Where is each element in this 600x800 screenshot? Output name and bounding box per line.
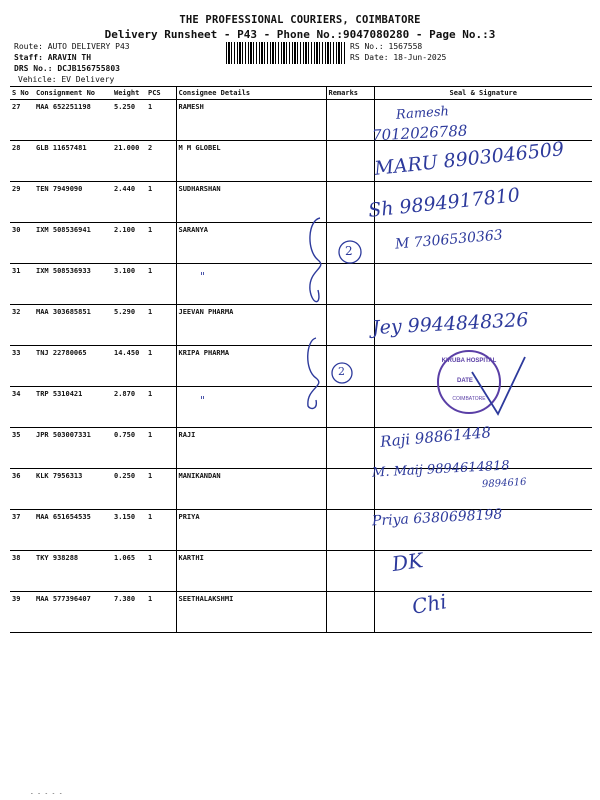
company-title: THE PROFESSIONAL COURIERS, COIMBATORE [179,14,421,26]
cell-consignee: JEEVAN PHARMA [176,305,326,346]
vehicle-label: Vehicle: EV Delivery [18,75,115,84]
cell-weight: 1.065 [112,551,146,592]
signature-32: Jey 9944848326 [371,308,529,340]
stamp-scribble [470,352,530,422]
ditto-mark-34: " [200,394,206,407]
footer-mark: - - - - - [30,790,63,797]
signature-28: MARU 8903046509 [373,138,566,180]
cell-consignment: TNJ 22780065 [34,346,112,387]
signature-37: Priya 6380698198 [371,506,503,530]
cell-signature [374,264,592,305]
cell-sno: 37 [10,510,34,551]
rs-date: RS Date: 18-Jun-2025 [350,53,447,62]
table-row [10,551,592,592]
cell-sno: 32 [10,305,34,346]
cell-consignee: PRIYA [176,510,326,551]
cell-weight: 3.100 [112,264,146,305]
signature-36b: 9894616 [481,476,527,491]
ditto-mark-31: " [200,270,206,283]
cell-pcs: 1 [146,469,176,510]
signature-39: Chi [410,589,449,619]
cell-signature [374,592,592,633]
route-label: Route: AUTO DELIVERY P43 [14,42,130,51]
cell-weight: 2.870 [112,387,146,428]
col-weight: Weight [112,87,146,100]
cell-sno: 35 [10,428,34,469]
cell-sno: 29 [10,182,34,223]
cell-weight: 3.150 [112,510,146,551]
cell-weight: 21.000 [112,141,146,182]
signature-27-name: Ramesh [395,104,450,123]
cell-consignee: SEETHALAKSHMI [176,592,326,633]
cell-remarks [326,141,374,182]
table-row [10,469,592,510]
cell-pcs: 1 [146,223,176,264]
cell-sno: 28 [10,141,34,182]
signature-36a: M. Maij 9894614818 [371,458,510,481]
table-row [10,592,592,633]
cell-consignee: SARANYA [176,223,326,264]
cell-sno: 38 [10,551,34,592]
cell-sno: 36 [10,469,34,510]
stamp-bottom-text: COIMBATORE [452,396,486,402]
staff-label: Staff: ARAVIN TH [14,53,92,62]
signature-35: Raji 98861448 [379,423,492,451]
cell-consignment: TRP 5310421 [34,387,112,428]
barcode [226,42,346,64]
cell-consignee: KRIPA PHARMA [176,346,326,387]
cell-pcs: 2 [146,141,176,182]
cell-weight: 5.250 [112,100,146,141]
cell-weight: 14.450 [112,346,146,387]
cell-consignment: JPR 503007331 [34,428,112,469]
cell-sno: 39 [10,592,34,633]
cell-weight: 0.750 [112,428,146,469]
cell-consignment: MAA 652251198 [34,100,112,141]
circled-number-33: 2 [338,365,345,378]
cell-sno: 30 [10,223,34,264]
cell-remarks [326,428,374,469]
cell-weight: 0.250 [112,469,146,510]
runsheet-subtitle: Delivery Runsheet - P43 - Phone No.:9047080280 - Page No.:3 [104,28,496,41]
drs-number: DRS No.: DCJB156755803 [14,64,120,73]
cell-consignee: MANIKANDAN [176,469,326,510]
cell-pcs: 1 [146,346,176,387]
cell-pcs: 1 [146,305,176,346]
cell-consignment: MAA 577396407 [34,592,112,633]
signature-29: Sh 9894917810 [367,184,521,222]
cell-sno: 33 [10,346,34,387]
cell-sno: 34 [10,387,34,428]
cell-pcs: 1 [146,592,176,633]
col-signature: Seal & Signature [374,87,592,100]
cell-remarks [326,100,374,141]
signature-27-phone: 7012026788 [371,121,468,145]
col-consignment: Consignment No [34,87,112,100]
cell-consignment: IXM 508536941 [34,223,112,264]
cell-weight: 5.290 [112,305,146,346]
cell-remarks [326,510,374,551]
rs-number: RS No.: 1567558 [350,42,423,51]
cell-pcs: 1 [146,264,176,305]
col-consignee: Consignee Details [176,87,326,100]
signature-30: M 7306530363 [394,227,504,253]
cell-remarks [326,592,374,633]
cell-consignment: MAA 651654535 [34,510,112,551]
circled-number-30: 2 [345,244,353,258]
cell-consignment: TEN 7949090 [34,182,112,223]
cell-consignee: M M GLOBEL [176,141,326,182]
cell-pcs: 1 [146,551,176,592]
cell-consignment: GLB 11657481 [34,141,112,182]
table-header-row [10,87,592,100]
cell-weight: 7.380 [112,592,146,633]
col-remarks: Remarks [326,87,374,100]
cell-consignee: RAMESH [176,100,326,141]
cell-consignee: RAJI [176,428,326,469]
cell-consignment: TKY 938288 [34,551,112,592]
cell-sno: 27 [10,100,34,141]
stamp-top-text: KIRUBA HOSPITAL [441,358,497,364]
cell-pcs: 1 [146,510,176,551]
col-pcs: PCS [146,87,176,100]
signature-38: DK [390,547,425,577]
cell-remarks [326,551,374,592]
cell-consignee: SUDHARSHAN [176,182,326,223]
bracket-marks [298,210,368,410]
cell-weight: 2.100 [112,223,146,264]
table-row [10,510,592,551]
cell-weight: 2.440 [112,182,146,223]
cell-pcs: 1 [146,100,176,141]
cell-pcs: 1 [146,428,176,469]
col-sno: S No [10,87,34,100]
cell-sno: 31 [10,264,34,305]
cell-pcs: 1 [146,387,176,428]
stamp-middle-text: DATE [457,378,473,384]
table-row [10,100,592,141]
cell-consignee: KARTHI [176,551,326,592]
cell-consignment: KLK 7956313 [34,469,112,510]
cell-consignment: MAA 303685851 [34,305,112,346]
cell-remarks [326,469,374,510]
cell-pcs: 1 [146,182,176,223]
cell-consignment: IXM 508536933 [34,264,112,305]
